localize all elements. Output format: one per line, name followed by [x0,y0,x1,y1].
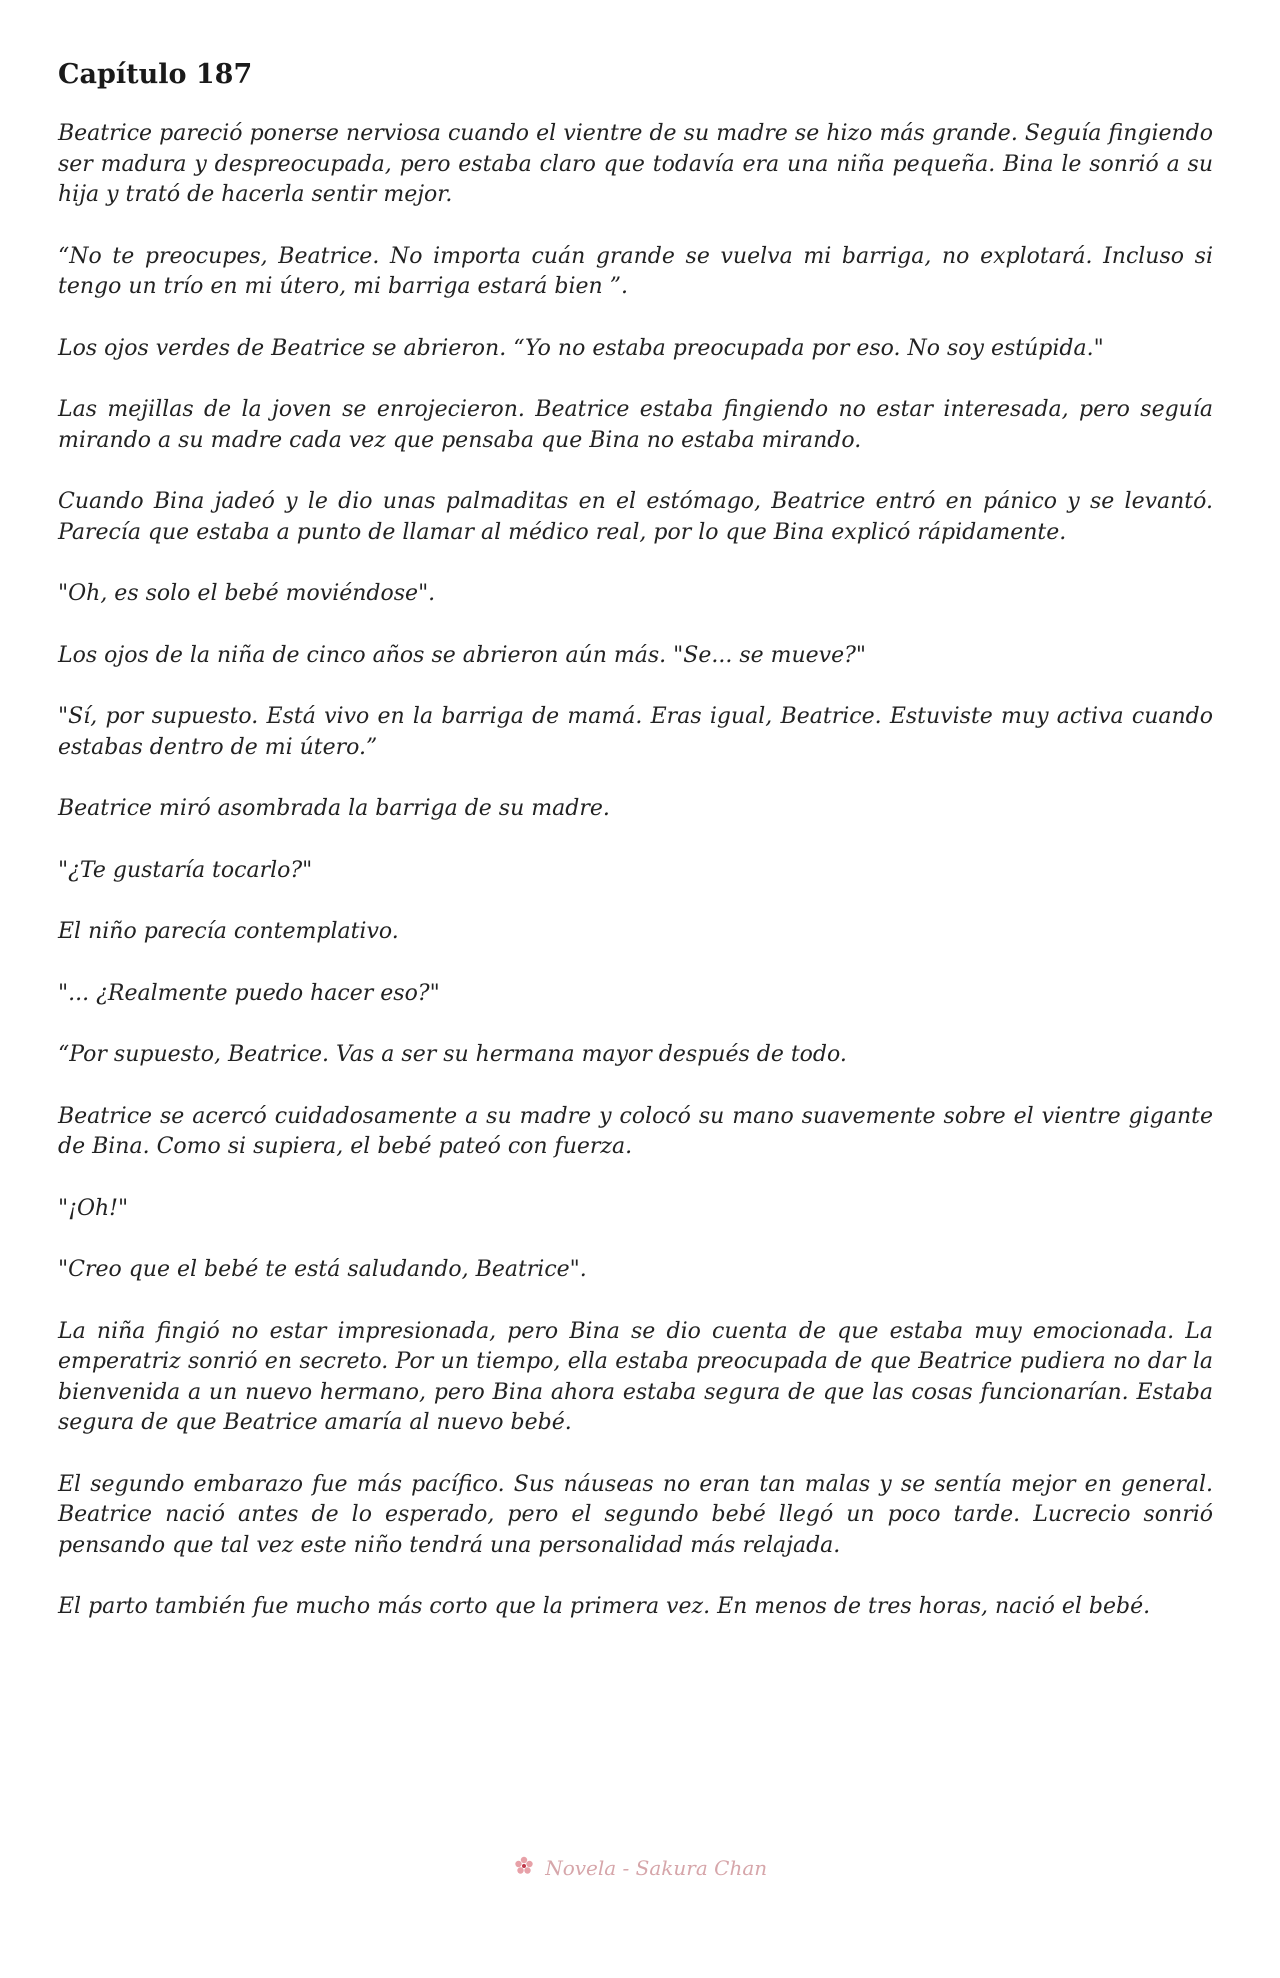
chapter-title: Capítulo 187 [58,59,253,90]
paragraph: Beatrice miró asombrada la barriga de su madre. [58,796,610,821]
paragraph: "¡Oh!" [58,1195,129,1221]
paragraph: “Por supuesto, Beatrice. Vas a ser su hermana mayor después de todo. [58,1042,847,1067]
watermark-text: Novela - Sakura Chan [545,1856,768,1880]
paragraph: Los ojos de la niña de cinco años se abrieron aún más. "Se... se mueve?" [58,642,867,668]
watermark [0,1855,1280,1880]
paragraph: El segundo embarazo fue más pacífico. Sus náuseas no eran tan malas y se sentía mejor en general. Beatrice nació antes de lo esperado, pero el segundo bebé llegó un poco tarde. Lucrecio sonrió pensando que tal vez este niño tendrá una personalidad más relajada. [58,1471,1213,1558]
document-page [58,55,1213,1654]
sakura-flower-icon [513,1855,535,1877]
paragraph: Beatrice se acercó cuidadosamente a su madre y colocó su mano suavemente sobre el vientre gigante de Bina. Como si supiera, el bebé pateó con fuerza. [58,1103,1213,1159]
paragraph: La niña fingió no estar impresionada, pero Bina se dio cuenta de que estaba muy emocionada. La emperatriz sonrió en secreto. Por un tiempo, ella estaba preocupada de que Beatrice pudiera no dar la bienvenida a un nuevo hermano, pero Bina ahora estaba segura de que las cosas funcionarían. Estaba segura de que Beatrice amaría al nuevo bebé. [58,1318,1213,1435]
paragraph: El niño parecía contemplativo. [58,919,399,944]
paragraph: "Sí, por supuesto. Está vivo en la barriga de mamá. Eras igual, Beatrice. Estuviste muy activa cuando estabas dentro de mi útero.” [58,704,1213,760]
paragraph: Beatrice pareció ponerse nerviosa cuando el vientre de su madre se hizo más grande. Seguía fingiendo ser madura y despreocupada, pero estaba claro que todavía era una niña pequeña. Bina le sonrió a su hija y trató de hacerla sentir mejor. [58,121,1213,207]
paragraph: “No te preocupes, Beatrice. No importa cuán grande se vuelva mi barriga, no explotará. Incluso si tengo un trío en mi útero, mi barriga estará bien ”. [58,243,1213,299]
paragraph: "Creo que el bebé te está saludando, Beatrice". [58,1257,587,1282]
paragraph: Cuando Bina jadeó y le dio unas palmaditas en el estómago, Beatrice entró en pánico y se levantó. Parecía que estaba a punto de llamar al médico real, por lo que Bina explicó rápidamente. [58,489,1213,545]
paragraph: Las mejillas de la joven se enrojecieron. Beatrice estaba fingiendo no estar interesada, pero seguía mirando a su madre cada vez que pensaba que Bina no estaba mirando. [58,397,1213,453]
paragraph: El parto también fue mucho más corto que la primera vez. En menos de tres horas, nació el bebé. [58,1594,1151,1619]
chapter-body [58,119,1213,1623]
paragraph: "Oh, es solo el bebé moviéndose". [58,581,436,606]
paragraph: Los ojos verdes de Beatrice se abrieron. “Yo no estaba preocupada por eso. No soy estúpida." [58,335,1104,361]
paragraph: "... ¿Realmente puedo hacer eso?" [58,980,440,1006]
paragraph: "¿Te gustaría tocarlo?" [58,857,313,883]
